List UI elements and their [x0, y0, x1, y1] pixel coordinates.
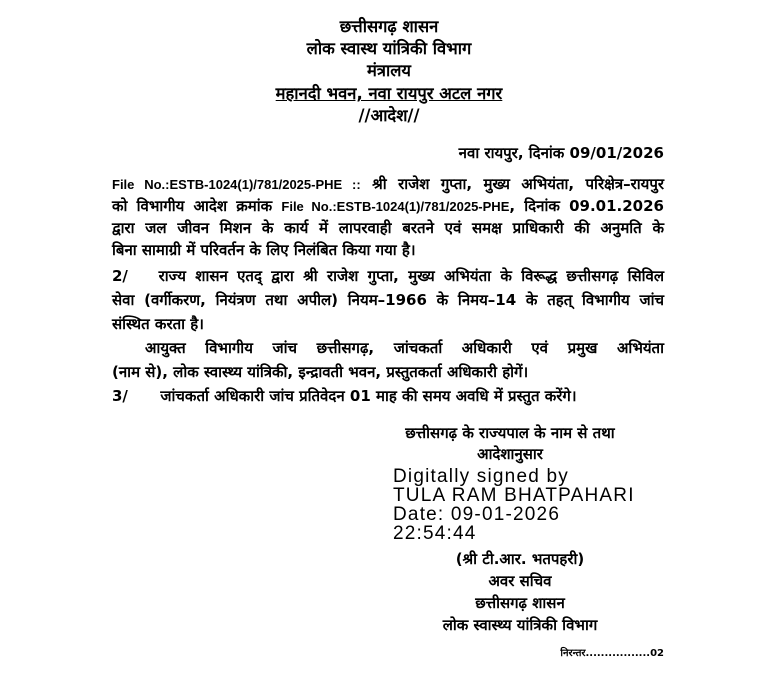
header-line-address: [0, 83, 778, 105]
para3-text: जांचकर्ता अधिकारी जांच प्रतिवेदन 01 माह की समय अवधि में प्रस्तुत करेंगे।: [160, 387, 577, 405]
para1-line2-start: को विभागीय आदेश क्रमांक: [112, 197, 273, 215]
para1-line2-file-number: File No.:ESTB-1024(1)/781/2025-PHE: [281, 199, 510, 214]
header-line-govt: छत्तीसगढ़ शासन: [339, 17, 439, 36]
para1-line2: [112, 196, 664, 217]
header-line-department: लोक स्वास्थ यांत्रिकी विभाग: [306, 39, 472, 58]
para1-line2-end: , दिनांक 09.01.2026: [509, 197, 664, 215]
para1-line1-text: श्री राजेश गुप्ता, मुख्य अभियंता, परिक्षेत्र–रायपुर: [372, 175, 664, 193]
signatory-name: (श्री टी.आर. भतपहरी): [455, 550, 585, 568]
digital-signature-date: Date: 09-01-2026: [393, 504, 561, 525]
header-line-order-title: //आदेश//: [358, 106, 420, 125]
para1-file-number: File No.:ESTB-1024(1)/781/2025-PHE ::: [112, 177, 361, 192]
para1-line4: बिना सामाग्री में परिवर्तन के लिए निलंबित किया गया है।: [112, 241, 416, 259]
signatory-department: लोक स्वास्थ्य यांत्रिकी विभाग: [442, 616, 598, 634]
digital-signature-time: 22:54:44: [393, 523, 477, 544]
header-address-text: महानदी भवन, नवा रायपुर अटल नगर: [275, 84, 503, 103]
para2-line3: संस्थित करता है।: [112, 315, 204, 333]
para2-line2: सेवा (वर्गीकरण, नियंत्रण तथा अपील) नियम–1966 के निमय–14 के तहत् विभागीय जांच: [112, 291, 664, 309]
signatory-designation: अवर सचिव: [488, 572, 552, 590]
para3-line: [112, 386, 664, 406]
date-line: नवा रायपुर, दिनांक 09/01/2026: [458, 144, 664, 162]
para1-line1: [112, 174, 664, 195]
closing-line1: छत्तीसगढ़ के राज्यपाल के नाम से तथा: [405, 424, 615, 442]
header-line-ministry: मंत्रालय: [366, 61, 411, 80]
para1-line3: द्वारा जल जीवन मिशन के कार्य में लापरवाही बरतने एवं समक्ष प्राधिकारी की अनुमति के: [112, 219, 664, 237]
digital-signature-line1: Digitally signed by: [393, 466, 569, 487]
para2-line1: [112, 266, 664, 286]
signatory-govt: छत्तीसगढ़ शासन: [475, 594, 565, 612]
para2b-line2: (नाम से), लोक स्वास्थ्य यांत्रिकी, इन्द्रावती भवन, प्रस्तुतकर्ता अधिकारी होगें।: [112, 363, 529, 381]
closing-line2: आदेशानुसार: [477, 445, 543, 463]
para2-number: 2/: [112, 267, 128, 285]
para2-line1-text: राज्य शासन एतद् द्वारा श्री राजेश गुप्ता, मुख्य अभियंता के विरूद्ध छत्तीसगढ़ सिविल: [158, 267, 664, 285]
digital-signature-name: TULA RAM BHATPAHARI: [393, 485, 635, 506]
continuation-marker: निरन्तर.................02: [560, 648, 664, 659]
para2b-line1: आयुक्त विभागीय जांच छत्तीसगढ़, जांचकर्ता अधिकारी एवं प्रमुख अभियंता: [145, 339, 664, 357]
para3-number: 3/: [112, 387, 128, 405]
